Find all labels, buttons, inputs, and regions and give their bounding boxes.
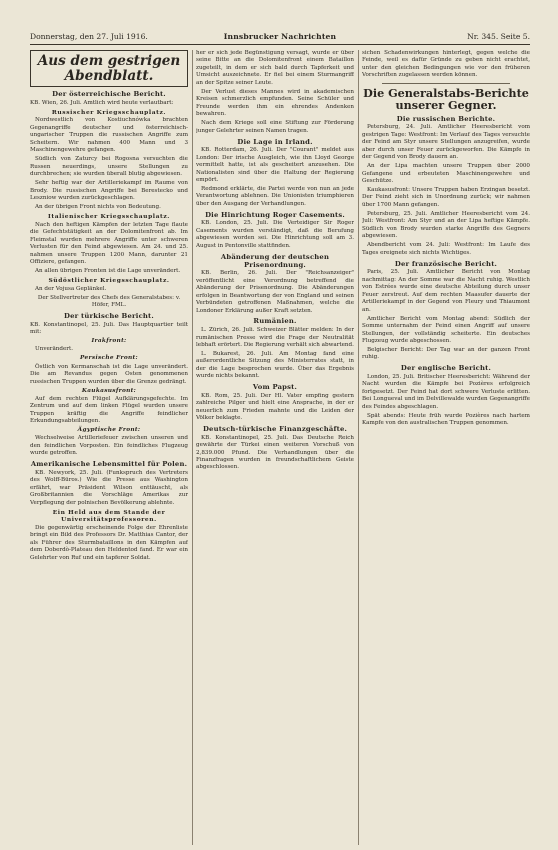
column-3: [362, 50, 530, 845]
paragraph: Unverändert.: [35, 346, 73, 353]
section-divider: [382, 83, 510, 84]
paragraph: KB. Rom, 25. Juli. Der Hl. Vater empfing gestern zahlreiche Pilger und hielt eine Ansprache, in der er neuerlich zum Frieden mahnte und die Leiden der Völker beklagte.: [196, 392, 354, 422]
subheading: Persische Front:: [80, 355, 138, 362]
paragraph: Petersburg, 24. Juli. Amtlicher Heeresbericht vom gestrigen Tage: Westfront: Im Verlauf des Tages versuchte der Feind am Styr unsere Stellungen anzugreifen, wurde aber durch unser Feuer zurückgeworfen. Die Kämpfe in der Gegend von Brody dauern an.: [362, 124, 530, 161]
paragraph: An der Lipa machten unsere Truppen über 2000 Gefangene und erbeuteten Maschinengewehre und Geschütze.: [362, 163, 530, 184]
column-1: [30, 50, 188, 845]
masthead: [30, 30, 530, 45]
column-2: [196, 50, 354, 845]
article-heading: Der französische Bericht.: [394, 259, 498, 268]
main-headline: Die Generalstabs-Berichte unserer Gegner.: [363, 85, 529, 113]
subheading: Russischer Kriegsschauplatz.: [51, 108, 167, 116]
paragraph: her er sich jede Begünstigung versagt, wurde er über seine Bitte an die Dolomitenfront einem Bataillon zugeteilt, in dem er sich bald durch Tapferkeit und Umsicht auszeichnete. Er fiel bei einem Sturmangriff an der Spitze seiner Leute.: [196, 50, 354, 86]
issue-date: Donnerstag, den 27. Juli 1916.: [30, 32, 148, 41]
subheading: Ein Held aus dem Stande der Universitätsprofessoren.: [52, 508, 166, 524]
paragraph: KB. Newyork, 25. Juli. (Funkspruch des Vertreters des Wolff-Büros.) Wie die Presse aus Washington erfährt, war Präsident Wilson enttäuscht, als Großbritannien die Vorschläge Amerikas zur Verpflegung der polnischen Bevölkerung ablehnte.: [30, 469, 188, 506]
paragraph: Nach den heftigen Kämpfen der letzten Tage flaute die Gefechtstätigkeit an der Dolomitenfront ab. Im Fleimstal wurden mehrere Angriffe unter schweren Verlusten für den Feind abgewiesen. Am 24. und 25. nahmen unsere Truppen 1200 Mann, darunter 21 Offiziere, gefangen.: [30, 221, 188, 266]
paragraph: Wechselweise Artilleriefeuer zwischen unseren und den feindlichen Vorposten. Ein feindliches Flugzeug wurde getroffen.: [30, 435, 188, 457]
subheading: Irakfront:: [91, 338, 127, 345]
paragraph: Nach dem Kriege soll eine Stiftung zur Förderung junger Gelehrter seinen Namen tragen.: [196, 120, 354, 134]
article-heading: Die Hinrichtung Roger Casements.: [205, 210, 345, 219]
paragraph: Spät abends: Heute früh wurde Pozières nach hartem Kampfe von den australischen Truppen genommen.: [362, 412, 530, 427]
article-heading: Amerikanische Lebensmittel für Polen.: [30, 460, 188, 469]
paragraph: KB. Rotterdam, 26. Juli. Der "Courant" meldet aus London: Der irische Ausgleich, wie ihn Lloyd George vermittelt hatte, ist als gescheitert anzusehen. Die Nationalisten sind über die Haltung der Regierung empört.: [196, 147, 354, 183]
article-heading: Rumänien.: [253, 317, 297, 326]
paragraph: Redmond erklärte, die Partei werde von nun an jede Verantwortung ablehnen. Die Unionisten triumphieren über den Ausgang der Verhandlungen.: [196, 186, 354, 207]
subheading: Italienischer Kriegsschauplatz.: [48, 213, 170, 221]
paragraph: KB. Konstantinopel, 25. Juli. Das Deutsche Reich gewährte der Türkei einen weiteren Vorschuß von 2,839.000 Pfund. Die Verhandlungen über die Finanzfragen wurden in freundschaftlichem Geiste abgeschlossen.: [196, 434, 354, 471]
paragraph: An der übrigen Front nichts von Bedeutung.: [35, 204, 161, 211]
article-heading: Abänderung der deutschen Prisenordnung.: [220, 252, 330, 269]
article-heading: Der türkische Bericht.: [64, 312, 154, 321]
dateline: KB. Wien, 26. Juli. Amtlich wird heute verlautbart:: [30, 99, 174, 106]
signature: Der Stellvertreter des Chefs des Generalstabes: v. Höfer, FML.: [37, 294, 181, 309]
paragraph: Petersburg, 25. Juli. Amtlicher Heeresbericht vom 24. Juli: Westfront: Am Styr und an der Lipa heftige Kämpfe. Südlich von Brody wurden starke Angriffe des Gegners abgewiesen.: [362, 210, 530, 240]
article-heading: Der österreichische Bericht.: [52, 90, 166, 99]
paper-name: Innsbrucker Nachrichten: [223, 32, 337, 41]
column-divider: [358, 50, 359, 845]
paragraph: Amtlicher Bericht vom Montag abend: Südlich der Somme unternahm der Feind einen Angriff auf unsere Stellungen, der vollständig scheiterte. Ein deutsches Flugzeug wurde abgeschossen.: [362, 315, 530, 344]
subheading: Kaukasusfront:: [81, 387, 137, 394]
article-heading: Die russischen Berichte.: [396, 114, 496, 123]
paragraph: KB. London, 25. Juli. Die Verteidiger Sir Roger Casements wurden verständigt, daß die Berufung abgewiesen worden sei. Die Hinrichtung soll am 3. August in Pentonville stattfinden.: [196, 220, 354, 249]
paragraph: Paris, 25. Juli. Amtlicher Bericht von Montag nachmittag: An der Somme war die Nacht ruhig. Westlich von Estrées wurde eine deutsche Abteilung durch unser Feuer zerstreut. Auf dem rechten Maasufer dauerte der Artilleriekampf in der Gegend von Fleury und Thiaumont an.: [362, 269, 530, 313]
paragraph: Südlich von Zaturcy bei Rogosna versuchten die Russen neuerdings, unsere Stellungen zu durchbrechen; sie wurden überall blutig abgewiesen.: [30, 156, 188, 178]
paragraph: An allen übrigen Fronten ist die Lage unverändert.: [35, 268, 181, 275]
paragraph: L. Bukarest, 26. Juli. Am Montag fand eine außerordentliche Sitzung des Ministerrates statt, in der die Lage besprochen wurde. Über das Ergebnis wurde nichts bekannt.: [196, 351, 354, 380]
subheading: Ägyptische Front:: [77, 427, 141, 434]
paragraph: Kaukasusfront: Unsere Truppen haben Erzingan besetzt. Der Feind zieht sich in Unordnung zurück; wir nahmen über 1700 Mann gefangen.: [362, 187, 530, 208]
subheading: Südöstlicher Kriegsschauplatz.: [48, 277, 170, 285]
paragraph: Abendbericht vom 24. Juli: Westfront: Im Laufe des Tages ereignete sich nichts Wichtiges.: [362, 242, 530, 256]
paragraph: sichen Schadenwirkungen hinterlegt, gegen welche die Feinde, weil es dafür Gründe zu geben nicht erachtet, unter den gleichen Bedingungen wie vor den früheren Vorschriften zugelassen werden können.: [362, 50, 530, 79]
article-heading: Der englische Bericht.: [400, 364, 492, 373]
paragraph: Sehr heftig war der Artilleriekampf im Raume von Brody. Die russischen Angriffe bei Berestecko und Leszniow wurden zurückgeschlagen.: [30, 180, 188, 202]
paragraph: Belgischer Bericht: Der Tag war an der ganzen Front ruhig.: [362, 347, 530, 361]
paragraph: An der Vojusa Geplänkel.: [35, 285, 107, 292]
paragraph: Der Verlust dieses Mannes wird in akademischen Kreisen schmerzlich empfunden. Seine Schüler und Freunde werden ihm ein ehrendes Andenken bewahren.: [196, 88, 354, 118]
paragraph: Auf dem rechten Flügel Aufklärungsgefechte. Im Zentrum und auf dem linken Flügel wurden unsere Truppen kräftig die Angriffe feindlicher Erkundungsabteilungen.: [30, 395, 188, 425]
section-box-title: Aus dem gestrigen Abendblatt.: [30, 50, 188, 87]
paragraph: Die gegenwärtig erscheinende Folge der Ehrenliste bringt ein Bild des Professors Dr. Matthias Cantor, der als Führer des Sturmbataillons in den Kämpfen auf dem Doberdò-Plateau den Heldentod fand. Er war ein Gelehrter von Ruf und ein tapferer Soldat.: [30, 524, 188, 561]
paragraph: London, 25. Juli. Britischer Heeresbericht: Während der Nacht wurden die Kämpfe bei Pozières erfolgreich fortgesetzt. Der Feind hat dort schwere Verluste erlitten. Bei Longueval und im Delvillewalde wurden Gegenangriffe des Feindes abgeschlagen.: [362, 373, 530, 410]
dateline: KB. Konstantinopel, 25. Juli. Das Hauptquartier teilt mit:: [30, 321, 188, 336]
issue-number: Nr. 345. Seite 5.: [467, 32, 530, 41]
paragraph: Nordwestlich von Kostiuchnówka brachten Gegenangriffe deutscher und österreichisch-ungarischer Truppen die russischen Angriffe zum Scheitern. Wir nahmen 400 Mann und 3 Maschinengewehre gefangen.: [30, 117, 188, 154]
article-heading: Die Lage in Irland.: [237, 137, 313, 146]
column-divider: [192, 50, 193, 845]
paragraph: KB. Berlin, 26. Juli. Der "Reichsanzeiger" veröffentlicht eine Verordnung betreffend die Abänderung der Prisenordnung. Die Abänderungen erfolgen in Beantwortung der von England und seinen Verbündeten getroffenen Maßnahmen, welche die Londoner Erklärung außer Kraft setzten.: [196, 270, 354, 314]
article-heading: Deutsch-türkische Finanzgeschäfte.: [202, 425, 348, 434]
paragraph: Östlich von Kermanschah ist die Lage unverändert. Die am Revandus gegen Osten genommenen russischen Truppen wurden über die Grenze gedrängt.: [30, 363, 188, 385]
article-heading: Vom Papst.: [252, 383, 298, 392]
paragraph: L. Zürich, 26. Juli. Schweizer Blätter melden: In der rumänischen Presse wird die Frage der Neutralität lebhaft erörtert. Die Regierung verhält sich abwartend.: [196, 327, 354, 348]
